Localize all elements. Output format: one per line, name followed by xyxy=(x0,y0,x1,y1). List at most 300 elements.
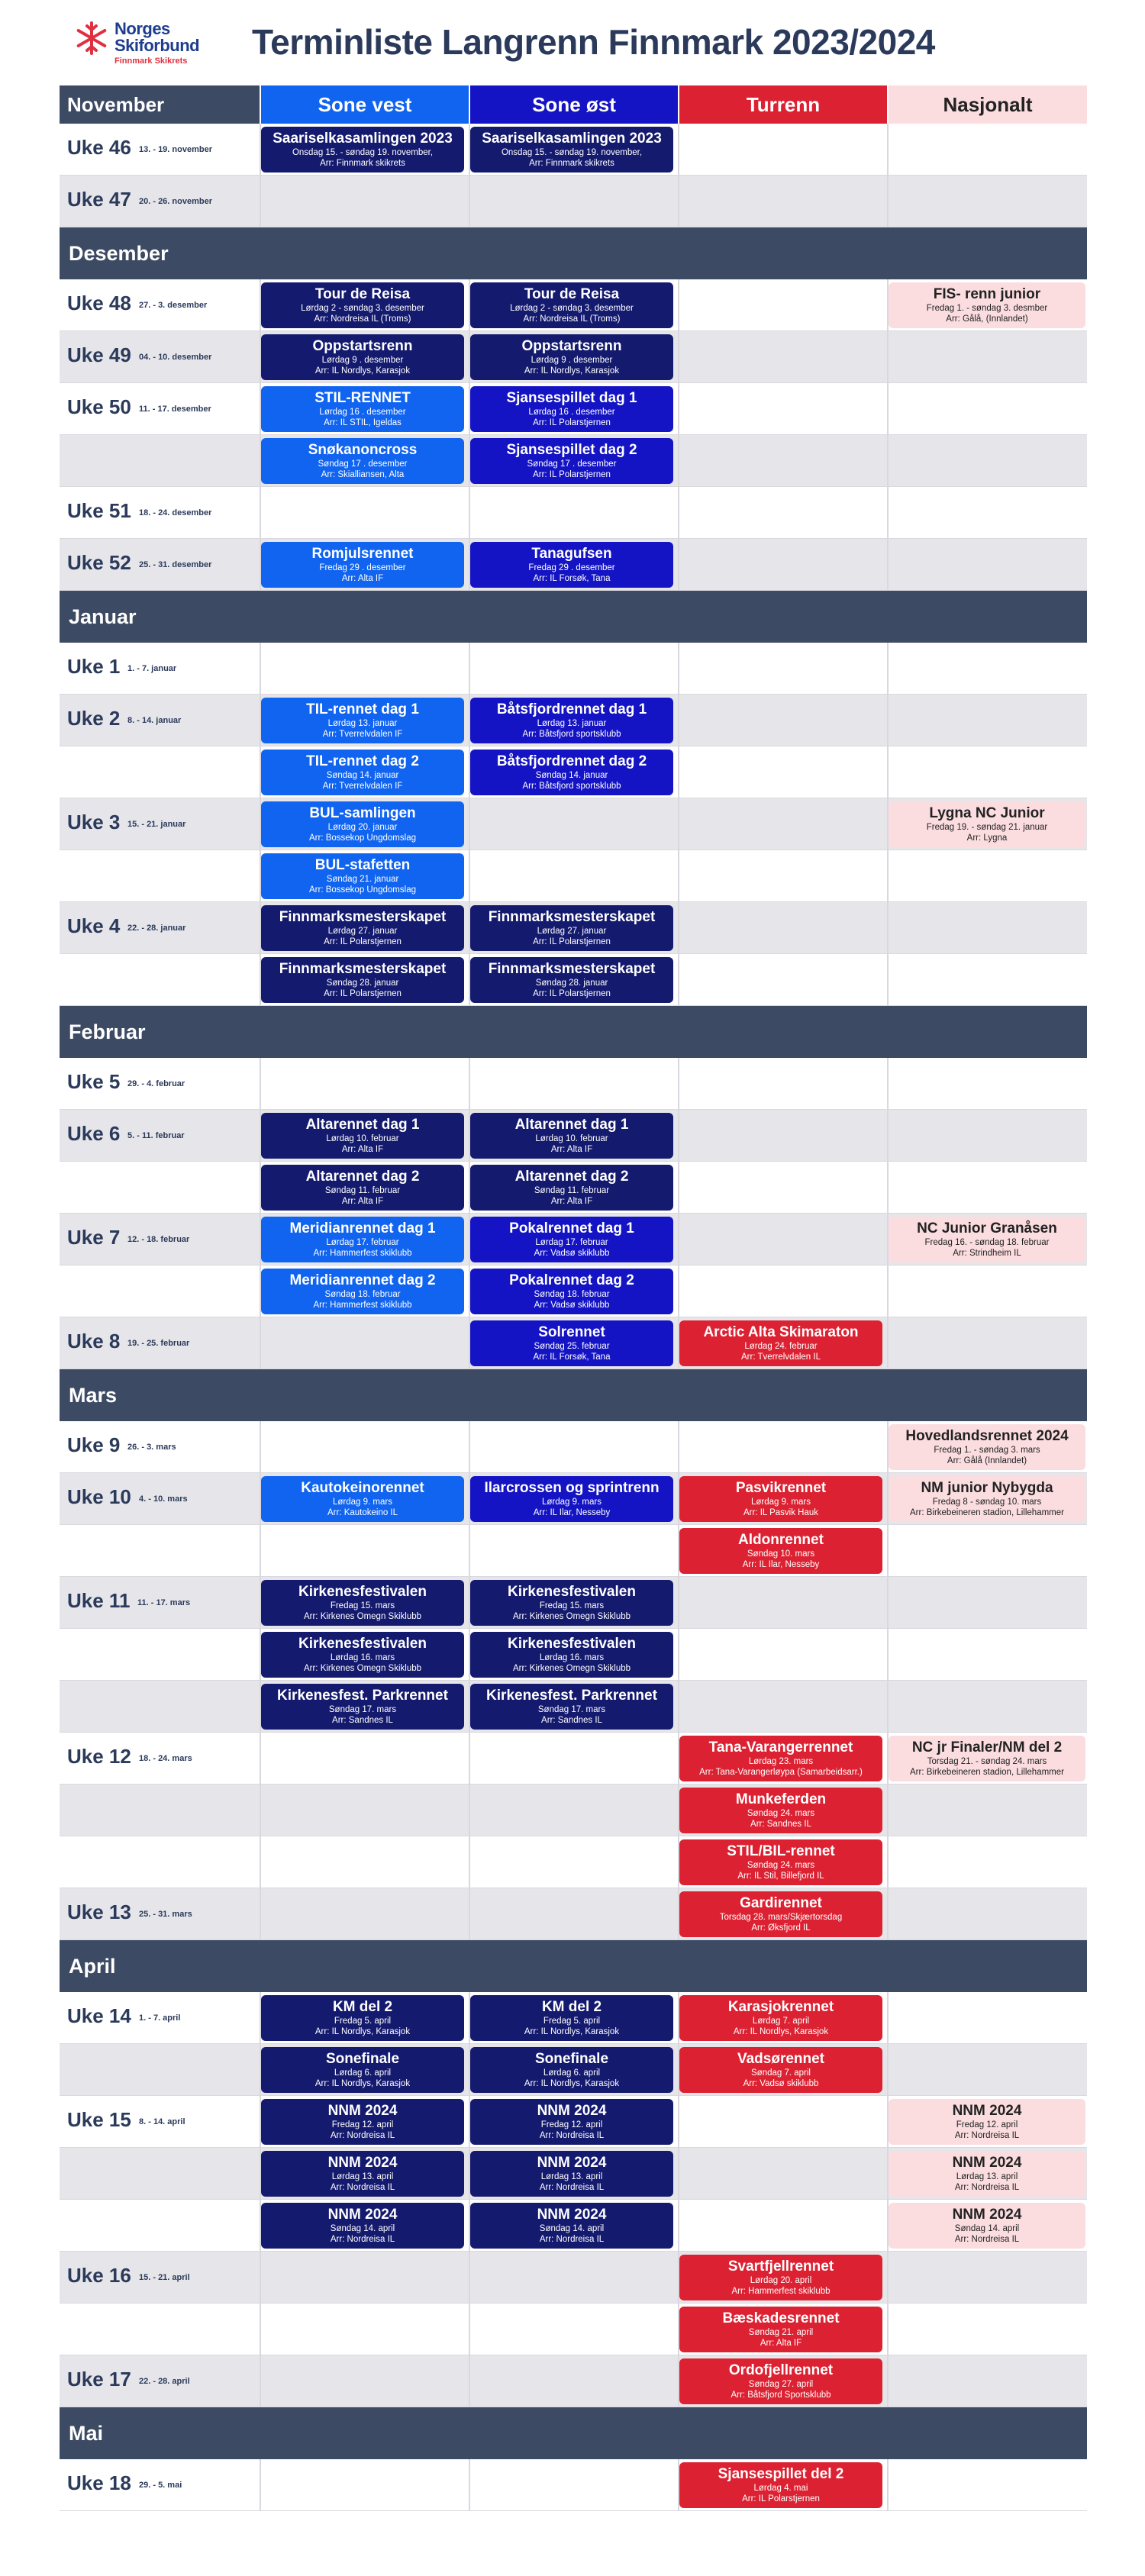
event-date: Lørdag 16 . desember xyxy=(528,408,615,417)
month-header xyxy=(60,227,1087,279)
event-date: Søndag 25. februar xyxy=(534,1342,610,1351)
column-divider xyxy=(678,1214,679,1265)
event-organizer: Arr: Bossekop Ungdomslag xyxy=(309,833,416,843)
week-label xyxy=(67,383,258,435)
event-card[interactable] xyxy=(261,2099,464,2145)
column-divider xyxy=(678,383,679,434)
week-label xyxy=(67,487,258,539)
event-title: Aldonrennet xyxy=(738,1532,824,1548)
event-organizer: Arr: Nordreisa IL (Troms) xyxy=(523,314,621,324)
event-title: NNM 2024 xyxy=(537,2155,607,2171)
week-row xyxy=(60,279,1087,331)
week-row xyxy=(60,2148,1087,2200)
event-card[interactable] xyxy=(889,1424,1085,1470)
column-divider xyxy=(260,2355,261,2407)
month-header xyxy=(60,1940,1087,1992)
event-date: Søndag 14. januar xyxy=(535,771,608,780)
week-label xyxy=(67,1110,258,1162)
event-title: Kirkenesfest. Parkrennet xyxy=(277,1688,448,1704)
column-divider xyxy=(260,487,261,538)
column-divider xyxy=(678,539,679,590)
column-divider xyxy=(887,487,889,538)
event-card[interactable] xyxy=(470,957,673,1003)
event-date: Søndag 18. februar xyxy=(534,1290,610,1299)
event-date: Fredag 12. april xyxy=(331,2120,394,2129)
event-date: Fredag 15. mars xyxy=(330,1601,395,1610)
week-number: Uke 1 xyxy=(67,655,121,678)
column-divider xyxy=(678,176,679,227)
event-card[interactable] xyxy=(261,2047,464,2093)
event-card[interactable] xyxy=(470,1320,673,1366)
event-card[interactable] xyxy=(261,2151,464,2197)
column-divider xyxy=(887,1058,889,1109)
event-card[interactable] xyxy=(470,1113,673,1159)
event-date: Torsdag 28. mars/Skjærtorsdag xyxy=(719,1913,843,1922)
event-card[interactable] xyxy=(470,905,673,951)
week-dates: 29. - 4. februar xyxy=(127,1079,185,1088)
event-title: Altarennet dag 1 xyxy=(514,1117,629,1133)
event-date: Lørdag 9. mars xyxy=(751,1498,811,1507)
event-card[interactable] xyxy=(470,1217,673,1262)
event-organizer: Arr: Vadsø skiklubb xyxy=(743,2079,819,2088)
event-date: Lørdag 2 - søndag 3. desember xyxy=(510,304,634,313)
column-divider xyxy=(260,1317,261,1369)
logo-line3: Finnmark Skikrets xyxy=(114,56,188,66)
event-date: Søndag 17. mars xyxy=(328,1705,397,1714)
column-divider xyxy=(887,643,889,694)
logo xyxy=(73,18,241,72)
page-header xyxy=(0,0,1145,81)
snowflake-icon xyxy=(73,20,110,56)
column-divider xyxy=(887,1525,889,1576)
event-card[interactable] xyxy=(889,2203,1085,2249)
event-card[interactable] xyxy=(679,2047,882,2093)
week-row xyxy=(60,2096,1087,2148)
column-divider xyxy=(887,1681,889,1732)
event-date: Lørdag 2 - søndag 3. desember xyxy=(301,304,424,313)
event-card[interactable] xyxy=(679,1476,882,1522)
column-divider xyxy=(887,2252,889,2303)
week-number: Uke 6 xyxy=(67,1122,121,1145)
column-divider xyxy=(678,643,679,694)
event-card[interactable] xyxy=(261,698,464,743)
column-divider xyxy=(887,2304,889,2355)
event-organizer: Arr: IL Nordlys, Karasjok xyxy=(733,2027,829,2036)
event-card[interactable] xyxy=(261,1684,464,1730)
week-label xyxy=(67,1888,258,1940)
event-title: STIL/BIL-rennet xyxy=(727,1843,835,1859)
event-card[interactable] xyxy=(261,750,464,795)
week-row xyxy=(60,798,1087,850)
month-header xyxy=(60,1006,1087,1058)
event-card[interactable] xyxy=(679,1528,882,1574)
event-organizer: Arr: Birkebeineren stadion, Lillehammer xyxy=(910,1768,1064,1777)
event-card[interactable] xyxy=(889,2151,1085,2197)
event-date: Søndag 14. januar xyxy=(326,771,399,780)
event-title: Vadsørennet xyxy=(737,2051,825,2067)
event-title: Altarennet dag 2 xyxy=(305,1169,420,1185)
event-card[interactable] xyxy=(261,438,464,484)
event-card[interactable] xyxy=(261,542,464,588)
week-row xyxy=(60,2304,1087,2355)
week-row xyxy=(60,746,1087,798)
event-title: Oppstartsrenn xyxy=(312,338,413,354)
event-date: Lørdag 10. februar xyxy=(326,1134,399,1143)
week-label xyxy=(67,1577,258,1629)
event-title: Tour de Reisa xyxy=(524,286,620,302)
week-dates: 04. - 10. desember xyxy=(139,353,212,362)
month-label: Desember xyxy=(69,242,169,265)
event-title: NNM 2024 xyxy=(327,2155,398,2171)
event-title: Finnmarksmesterskapet xyxy=(488,961,656,977)
event-date: Lørdag 9. mars xyxy=(542,1498,602,1507)
event-card[interactable] xyxy=(679,2255,882,2300)
event-card[interactable] xyxy=(470,127,673,172)
week-row xyxy=(60,1525,1087,1577)
column-divider xyxy=(887,850,889,901)
event-title: Gardirennet xyxy=(740,1895,822,1911)
event-organizer: Arr: IL Ilar, Nesseby xyxy=(533,1508,611,1517)
event-date: Fredag 15. mars xyxy=(539,1601,605,1610)
event-card[interactable] xyxy=(261,1113,464,1159)
week-dates: 29. - 5. mai xyxy=(139,2481,182,2490)
event-title: Meridianrennet dag 1 xyxy=(289,1220,436,1236)
week-label xyxy=(67,695,258,746)
event-date: Lørdag 16. mars xyxy=(330,1653,395,1662)
event-date: Lørdag 16 . desember xyxy=(319,408,406,417)
column-divider xyxy=(678,2200,679,2251)
week-number: Uke 17 xyxy=(67,2368,131,2391)
week-row xyxy=(60,331,1087,383)
event-card[interactable] xyxy=(261,282,464,328)
event-date: Søndag 17 . desember xyxy=(318,459,408,469)
event-card[interactable] xyxy=(470,1165,673,1211)
week-row xyxy=(60,1162,1087,1214)
event-card[interactable] xyxy=(261,127,464,172)
event-card[interactable] xyxy=(261,1995,464,2041)
event-organizer: Arr: Nordreisa IL xyxy=(539,2131,605,2140)
column-divider xyxy=(469,1525,470,1576)
event-card[interactable] xyxy=(470,438,673,484)
event-organizer: Arr: IL Polarstjernen xyxy=(324,937,402,946)
event-organizer: Arr: IL Polarstjernen xyxy=(533,937,611,946)
event-organizer: Arr: IL Pasvik Hauk xyxy=(743,1508,818,1517)
column-divider xyxy=(260,1733,261,1784)
event-card[interactable] xyxy=(470,282,673,328)
event-date: Lørdag 9. mars xyxy=(333,1498,392,1507)
week-row xyxy=(60,1110,1087,1162)
event-title: Tanagufsen xyxy=(531,546,612,562)
week-label xyxy=(67,124,258,176)
column-divider xyxy=(678,798,679,850)
event-title: KM del 2 xyxy=(541,1999,602,2015)
event-title: Sonefinale xyxy=(534,2051,609,2067)
event-date: Fredag 12. april xyxy=(956,2120,1018,2129)
week-label xyxy=(67,331,258,383)
event-date: Lørdag 10. februar xyxy=(535,1134,608,1143)
column-divider xyxy=(678,954,679,1005)
event-date: Lørdag 20. januar xyxy=(327,823,398,832)
event-title: Snøkanoncross xyxy=(308,442,418,458)
column-divider xyxy=(678,1110,679,1161)
column-divider xyxy=(469,1733,470,1784)
column-header-nasjonalt: Nasjonalt xyxy=(889,85,1087,124)
week-dates: 8. - 14. april xyxy=(139,2117,185,2126)
event-card[interactable] xyxy=(261,1476,464,1522)
event-date: Søndag 17 . desember xyxy=(527,459,617,469)
event-title: Båtsfjordrennet dag 2 xyxy=(496,753,647,769)
event-title: Karasjokrennet xyxy=(727,1999,834,2015)
event-card[interactable] xyxy=(261,1269,464,1314)
week-number: Uke 13 xyxy=(67,1901,131,1923)
column-divider xyxy=(887,1992,889,2043)
event-organizer: Arr: IL Forsøk, Tana xyxy=(533,1352,611,1362)
event-organizer: Arr: Skialliansen, Alta xyxy=(321,470,405,479)
event-title: Saariselkasamlingen 2023 xyxy=(482,131,662,147)
week-row xyxy=(60,695,1087,746)
event-card[interactable] xyxy=(261,853,464,899)
week-dates: 26. - 3. mars xyxy=(127,1443,176,1452)
week-row xyxy=(60,1992,1087,2044)
event-date: Lørdag 27. januar xyxy=(537,927,607,936)
event-title: Arctic Alta Skimaraton xyxy=(703,1324,859,1340)
event-title: NNM 2024 xyxy=(537,2103,607,2119)
event-organizer: Arr: IL Nordlys, Karasjok xyxy=(314,2027,411,2036)
event-title: Sonefinale xyxy=(325,2051,400,2067)
column-divider xyxy=(887,746,889,798)
event-date: Søndag 11. februar xyxy=(324,1186,401,1195)
event-card[interactable] xyxy=(261,801,464,847)
column-divider xyxy=(678,435,679,486)
event-card[interactable] xyxy=(261,905,464,951)
event-card[interactable] xyxy=(470,1684,673,1730)
event-organizer: Arr: Hammerfest skiklubb xyxy=(731,2287,831,2296)
event-card[interactable] xyxy=(470,2151,673,2197)
week-number: Uke 47 xyxy=(67,188,131,211)
column-divider xyxy=(678,487,679,538)
event-date: Søndag 24. mars xyxy=(747,1861,815,1870)
event-title: Meridianrennet dag 2 xyxy=(289,1272,436,1288)
week-number: Uke 9 xyxy=(67,1433,121,1456)
event-card[interactable] xyxy=(470,1476,673,1522)
week-number: Uke 5 xyxy=(67,1070,121,1093)
event-organizer: Arr: Alta IF xyxy=(341,574,384,583)
week-dates: 18. - 24. mars xyxy=(139,1754,192,1763)
event-card[interactable] xyxy=(889,1736,1085,1781)
event-organizer: Arr: Birkebeineren stadion, Lillehammer xyxy=(910,1508,1064,1517)
column-divider xyxy=(469,487,470,538)
event-organizer: Arr: IL Polarstjernen xyxy=(533,470,611,479)
event-organizer: Arr: Båtsfjord Sportsklubb xyxy=(731,2391,831,2400)
event-card[interactable] xyxy=(889,801,1085,847)
event-title: Lygna NC Junior xyxy=(929,805,1045,821)
week-row xyxy=(60,383,1087,435)
week-number: Uke 18 xyxy=(67,2471,131,2494)
event-card[interactable] xyxy=(889,282,1085,328)
event-organizer: Arr: Nordreisa IL xyxy=(330,2131,395,2140)
event-date: Lørdag 13. januar xyxy=(327,719,398,728)
event-card[interactable] xyxy=(470,1995,673,2041)
column-divider xyxy=(678,746,679,798)
column-divider xyxy=(260,2459,261,2510)
event-organizer: Arr: Sandnes IL xyxy=(541,1716,602,1725)
event-date: Fredag 1. - søndag 3. mars xyxy=(934,1446,1040,1455)
week-dates: 11. - 17. desember xyxy=(139,405,211,414)
event-date: Lørdag 27. januar xyxy=(327,927,398,936)
event-card[interactable] xyxy=(470,2203,673,2249)
event-card[interactable] xyxy=(470,386,673,432)
event-date: Lørdag 13. april xyxy=(540,2172,603,2181)
event-card[interactable] xyxy=(261,1632,464,1678)
event-card[interactable] xyxy=(679,1788,882,1833)
event-organizer: Arr: Bossekop Ungdomslag xyxy=(309,885,416,895)
event-organizer: Arr: Nordreisa IL xyxy=(954,2131,1020,2140)
week-label xyxy=(67,2096,258,2148)
event-date: Lørdag 23. mars xyxy=(748,1757,814,1766)
column-divider xyxy=(260,176,261,227)
event-card[interactable] xyxy=(470,1632,673,1678)
event-organizer: Arr: IL Polarstjernen xyxy=(742,2494,820,2503)
event-card[interactable] xyxy=(679,2307,882,2352)
event-card[interactable] xyxy=(679,1839,882,1885)
event-date: Lørdag 17. februar xyxy=(326,1238,399,1247)
column-divider xyxy=(887,1836,889,1888)
column-divider xyxy=(678,902,679,953)
event-date: Søndag 10. mars xyxy=(747,1549,815,1559)
event-card[interactable] xyxy=(889,1476,1085,1522)
event-date: Lørdag 13. januar xyxy=(537,719,607,728)
event-card[interactable] xyxy=(261,334,464,380)
column-divider xyxy=(887,1888,889,1939)
column-divider xyxy=(260,1785,261,1836)
event-card[interactable] xyxy=(679,1891,882,1937)
event-organizer: Arr: Nordreisa IL xyxy=(954,2235,1020,2244)
event-title: NNM 2024 xyxy=(327,2103,398,2119)
event-card[interactable] xyxy=(679,2462,882,2508)
event-organizer: Arr: Alta IF xyxy=(550,1145,593,1154)
event-card[interactable] xyxy=(679,1736,882,1781)
column-header-row xyxy=(60,85,1087,124)
week-row xyxy=(60,2044,1087,2096)
week-row xyxy=(60,902,1087,954)
event-date: Fredag 5. april xyxy=(543,2017,601,2026)
event-date: Fredag 12. april xyxy=(540,2120,603,2129)
event-date: Søndag 14. april xyxy=(539,2224,605,2233)
event-title: Altarennet dag 2 xyxy=(514,1169,629,1185)
event-card[interactable] xyxy=(261,1165,464,1211)
week-dates: 4. - 10. mars xyxy=(139,1494,188,1504)
week-row xyxy=(60,2355,1087,2407)
event-title: NM junior Nybygda xyxy=(921,1480,1053,1496)
event-organizer: Arr: Alta IF xyxy=(550,1197,593,1206)
column-divider xyxy=(887,435,889,486)
week-dates: 12. - 18. februar xyxy=(127,1235,190,1244)
event-organizer: Arr: Båtsfjord sportsklubb xyxy=(522,782,621,791)
event-card[interactable] xyxy=(470,2099,673,2145)
week-number: Uke 51 xyxy=(67,499,131,522)
week-row xyxy=(60,1836,1087,1888)
event-card[interactable] xyxy=(679,1320,882,1366)
column-divider xyxy=(469,643,470,694)
event-card[interactable] xyxy=(889,1217,1085,1262)
event-date: Søndag 17. mars xyxy=(537,1705,606,1714)
week-row xyxy=(60,1785,1087,1836)
event-card[interactable] xyxy=(261,957,464,1003)
event-card[interactable] xyxy=(470,1580,673,1626)
event-title: TIL-rennet dag 2 xyxy=(306,753,419,769)
event-card[interactable] xyxy=(470,1269,673,1314)
event-card[interactable] xyxy=(261,2203,464,2249)
event-organizer: Arr: IL Nordlys, Karasjok xyxy=(524,2027,620,2036)
week-row xyxy=(60,1888,1087,1940)
week-dates: 27. - 3. desember xyxy=(139,301,208,310)
event-title: Kirkenesfestivalen xyxy=(508,1584,636,1600)
event-title: STIL-RENNET xyxy=(314,390,411,406)
week-row xyxy=(60,2252,1087,2304)
week-label xyxy=(67,2459,258,2511)
event-organizer: Arr: Nordreisa IL (Troms) xyxy=(314,314,411,324)
event-date: Fredag 29 . desember xyxy=(319,563,406,572)
week-dates: 19. - 25. februar xyxy=(127,1339,190,1348)
event-date: Søndag 27. april xyxy=(748,2380,814,2389)
event-card[interactable] xyxy=(470,698,673,743)
column-divider xyxy=(469,1058,470,1109)
event-title: Pasvikrennet xyxy=(735,1480,827,1496)
event-title: Kirkenesfestivalen xyxy=(508,1636,636,1652)
week-dates: 20. - 26. november xyxy=(139,197,212,206)
event-organizer: Arr: IL Polarstjernen xyxy=(324,989,402,998)
event-title: Pokalrennet dag 2 xyxy=(509,1272,634,1288)
event-date: Lørdag 13. april xyxy=(956,2172,1018,2181)
event-card[interactable] xyxy=(679,1995,882,2041)
column-divider xyxy=(887,1785,889,1836)
event-organizer: Arr: Sandnes IL xyxy=(750,1820,811,1829)
event-card[interactable] xyxy=(261,1580,464,1626)
month-header xyxy=(60,591,1087,643)
week-dates: 22. - 28. april xyxy=(139,2377,190,2386)
event-card[interactable] xyxy=(889,2099,1085,2145)
event-card[interactable] xyxy=(470,334,673,380)
event-card[interactable] xyxy=(470,2047,673,2093)
event-title: FIS- renn junior xyxy=(933,286,1041,302)
event-card[interactable] xyxy=(261,1217,464,1262)
event-organizer: Arr: Kirkenes Omegn Skiklubb xyxy=(512,1664,631,1673)
column-divider xyxy=(469,1888,470,1939)
event-organizer: Arr: Nordreisa IL xyxy=(539,2235,605,2244)
event-organizer: Arr: IL Ilar, Nesseby xyxy=(742,1560,820,1569)
event-card[interactable] xyxy=(261,386,464,432)
event-card[interactable] xyxy=(470,750,673,795)
event-date: Lørdag 6. april xyxy=(543,2068,601,2078)
month-label: Januar xyxy=(69,605,137,628)
month-header xyxy=(60,2407,1087,2459)
event-title: Kirkenesfestivalen xyxy=(298,1636,427,1652)
event-title: Svartfjellrennet xyxy=(727,2258,834,2275)
week-number: Uke 11 xyxy=(67,1589,131,1612)
event-date: Lørdag 6. april xyxy=(334,2068,392,2078)
column-divider xyxy=(887,695,889,746)
week-dates: 25. - 31. desember xyxy=(139,560,212,569)
event-date: Torsdag 21. - søndag 24. mars xyxy=(927,1757,1047,1766)
event-card[interactable] xyxy=(679,2358,882,2404)
week-row xyxy=(60,850,1087,902)
column-divider xyxy=(469,176,470,227)
week-label xyxy=(67,1992,258,2044)
column-divider xyxy=(887,2355,889,2407)
event-card[interactable] xyxy=(470,542,673,588)
column-divider xyxy=(887,383,889,434)
event-title: Romjulsrennet xyxy=(311,546,414,562)
